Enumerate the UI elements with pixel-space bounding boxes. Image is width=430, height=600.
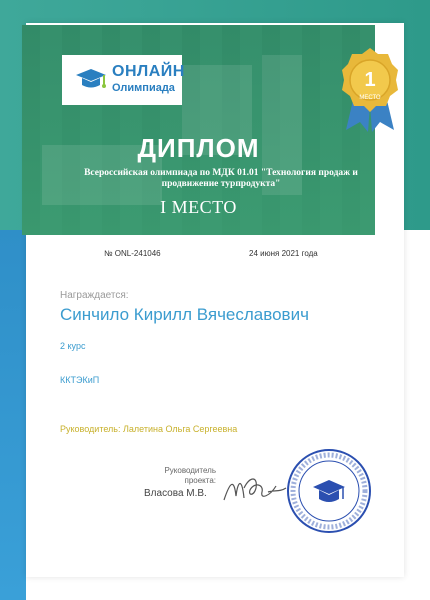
diploma-date: 24 июня 2021 года <box>249 249 318 258</box>
logo-title: ОНЛАЙН <box>112 63 185 80</box>
diploma-subtitle: Всероссийская олимпиада по МДК 01.01 "Технология продаж и продвижение турпродукта" <box>84 168 358 189</box>
medal-number: 1 <box>364 69 376 91</box>
diploma-title: ДИПЛОМ <box>137 133 260 163</box>
signatory-role-label: Руководитель проекта: <box>164 466 216 485</box>
signature-icon <box>220 470 290 510</box>
logo <box>62 55 185 105</box>
medal-icon <box>340 46 400 134</box>
recipient-supervisor: Руководитель: Лалетина Ольга Сергеевна <box>60 424 238 434</box>
recipient-name: Синчило Кирилл Вячеславович <box>60 305 309 324</box>
medal-label: МЕСТО <box>359 95 381 101</box>
graduation-cap-icon <box>74 65 108 93</box>
diploma-number: № ONL-241046 <box>104 249 161 258</box>
background-left-band <box>0 230 26 600</box>
diploma-place: I МЕСТО <box>160 197 237 217</box>
stamp-icon <box>283 447 375 535</box>
signatory-name: Власова М.В. <box>144 488 207 499</box>
logo-subtitle: Олимпиада <box>112 82 175 94</box>
awarded-label: Награждается: <box>60 290 129 301</box>
recipient-organization: ККТЭКиП <box>60 375 100 385</box>
recipient-course: 2 курс <box>60 341 86 351</box>
